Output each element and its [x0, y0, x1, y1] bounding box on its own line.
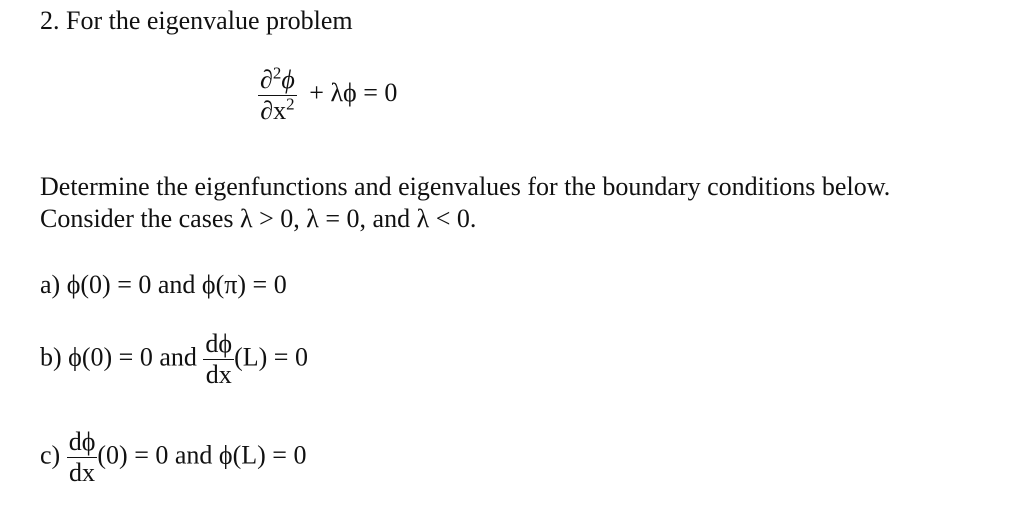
instruction-line-1: Determine the eigenfunctions and eigenvalues for the boundary conditions below.: [40, 172, 891, 201]
fraction-denominator: dx: [205, 360, 232, 390]
main-equation: [258, 63, 398, 126]
second-derivative-fraction: [258, 63, 297, 126]
fraction-numerator: dϕ: [68, 427, 96, 456]
part-b: [40, 330, 308, 389]
part-b-condition-start: ϕ(0) = 0 and: [68, 342, 197, 372]
part-b-label: b): [40, 342, 62, 372]
fraction-denominator: [258, 97, 297, 124]
part-a-label: a): [40, 270, 61, 299]
part-c: [40, 428, 306, 487]
equation-rest: + λϕ = 0: [309, 78, 398, 108]
problem-title: 2. For the eigenvalue problem: [40, 6, 353, 35]
fraction-denominator: dx: [69, 458, 96, 488]
partial-symbol: ∂: [260, 65, 273, 94]
part-c-label: c): [40, 440, 61, 470]
part-b-derivative-fraction: [203, 330, 234, 389]
part-a: [40, 270, 287, 300]
power-superscript: 2: [272, 63, 282, 83]
part-c-condition: (0) = 0 and ϕ(L) = 0: [97, 440, 307, 470]
part-a-condition: ϕ(0) = 0 and ϕ(π) = 0: [66, 270, 287, 299]
fraction-numerator: [258, 63, 297, 94]
partial-x: ∂x: [260, 96, 287, 126]
instruction-line-2: Consider the cases λ > 0, λ = 0, and λ < 0.: [40, 204, 477, 233]
part-b-condition-end: (L) = 0: [234, 342, 308, 372]
part-c-derivative-fraction: [67, 428, 98, 487]
power-superscript: 2: [286, 95, 295, 115]
phi-symbol: ϕ: [281, 65, 295, 94]
fraction-numerator: dϕ: [205, 329, 233, 358]
